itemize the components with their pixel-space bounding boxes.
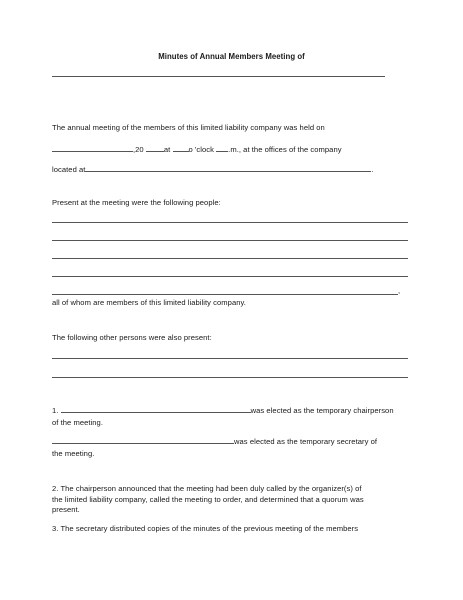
present-blank-line-5[interactable] [52, 294, 398, 295]
title-blank-line[interactable] [52, 76, 385, 77]
item2-line-3: present. [52, 505, 80, 514]
item2-line-2: the limited liability company, called the meeting to order, and determined that a quorum was [52, 495, 364, 504]
chairperson-text: was elected as the temporary chairperson [250, 406, 394, 415]
document-title: Minutes of Annual Members Meeting of [158, 52, 305, 61]
secretary-name-blank[interactable] [52, 436, 234, 444]
hour-blank[interactable] [173, 144, 189, 152]
present-blank-line-1[interactable] [52, 222, 408, 223]
others-intro-text: The following other persons were also present: [52, 333, 212, 342]
item1-secretary-line [52, 436, 377, 447]
secretary-text-cont: the meeting. [52, 449, 95, 458]
members-statement-text: all of whom are members of this limited liability company. [52, 298, 246, 307]
present-blank-line-4[interactable] [52, 276, 408, 277]
present-blank-line-3[interactable] [52, 258, 408, 259]
meeting-date-time-line [52, 144, 342, 155]
location-blank[interactable] [85, 164, 374, 174]
others-blank-line-2[interactable] [52, 377, 408, 378]
offices-text: .m., at the offices of the company [228, 145, 342, 154]
year-blank[interactable] [146, 144, 164, 152]
present-intro-text: Present at the meeting were the following people: [52, 198, 221, 207]
meeting-held-text: The annual meeting of the members of this limited liability company was held on [52, 123, 325, 132]
item3-line-1: 3. The secretary distributed copies of the minutes of the previous meeting of the members [52, 524, 359, 533]
date-blank[interactable] [52, 144, 133, 152]
am-pm-blank[interactable] [216, 144, 228, 152]
others-blank-line-1[interactable] [52, 358, 408, 359]
year-prefix: ,20 [133, 145, 144, 154]
location-period: . [371, 165, 374, 174]
chairperson-text-cont: of the meeting. [52, 418, 103, 427]
item1-number: 1. [52, 406, 59, 415]
at-label: at [163, 145, 171, 154]
item2-line-1: 2. The chairperson announced that the meeting had been duly called by the organizer(s) of [52, 484, 362, 493]
oclock-label: o 'clock [188, 145, 214, 154]
present-comma: , [398, 286, 401, 295]
present-blank-line-2[interactable] [52, 240, 408, 241]
secretary-text: was elected as the temporary secretary of [234, 437, 378, 446]
item1-chairperson-line [52, 405, 394, 416]
chairperson-name-blank[interactable] [61, 405, 251, 413]
located-at-label: located at [52, 165, 86, 174]
located-at-line [52, 164, 374, 175]
